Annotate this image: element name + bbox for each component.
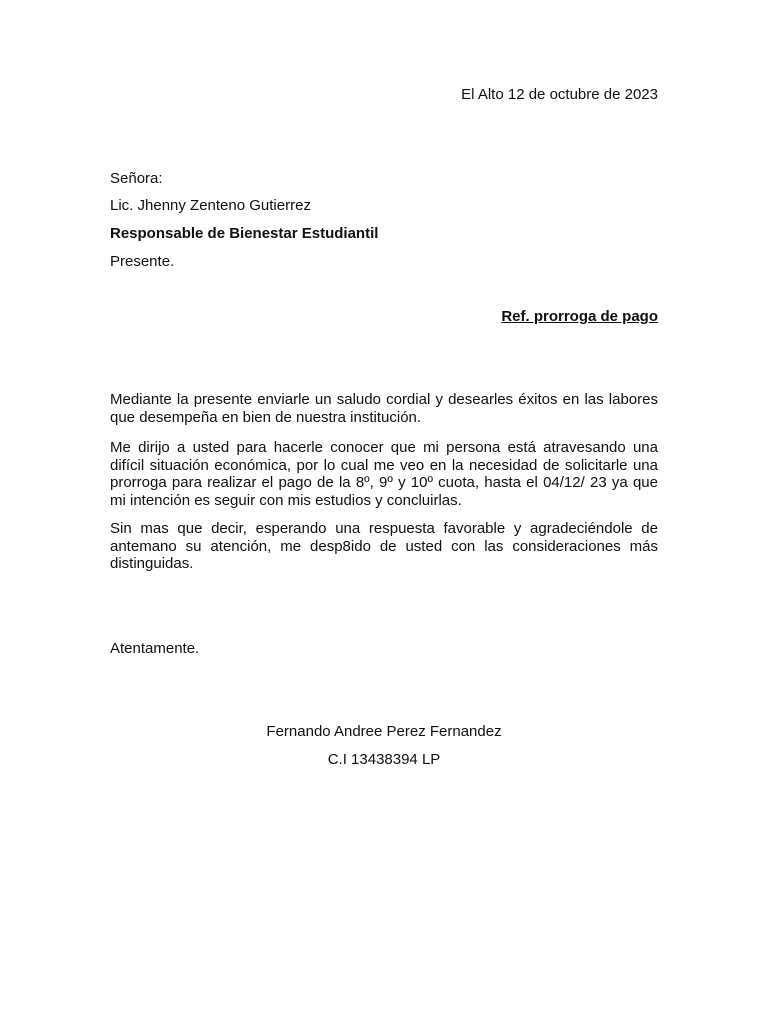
- reference-line: Ref. prorroga de pago: [501, 308, 658, 325]
- recipient-title: Responsable de Bienestar Estudiantil: [110, 225, 379, 242]
- presente-line: Presente.: [110, 253, 175, 270]
- salutation: Señora:: [110, 170, 163, 187]
- date-line: El Alto 12 de octubre de 2023: [461, 86, 658, 103]
- body-paragraph-2: Me dirijo a usted para hacerle conocer que mi persona está atravesando una difícil situación económica, por lo cual me veo en la necesidad de solicitarle una prorroga para realizar el pago de la 8º, 9º y 10º cuota, hasta el 04/12/ 23 ya que mi intención es seguir con mis estudios y concluirlas.: [110, 439, 658, 509]
- closing-line: Atentamente.: [110, 640, 200, 657]
- signer-id: C.I 13438394 LP: [327, 751, 441, 768]
- signer-name: Fernando Andree Perez Fernandez: [266, 723, 502, 740]
- body-paragraph-1: Mediante la presente enviarle un saludo cordial y desearles éxitos en las labores que desempeña en bien de nuestra institución.: [110, 391, 658, 426]
- recipient-name: Lic. Jhenny Zenteno Gutierrez: [110, 197, 311, 214]
- body-paragraph-3: Sin mas que decir, esperando una respuesta favorable y agradeciéndole de antemano su atención, me desp8ido de usted con las consideraciones más distinguidas.: [110, 520, 658, 572]
